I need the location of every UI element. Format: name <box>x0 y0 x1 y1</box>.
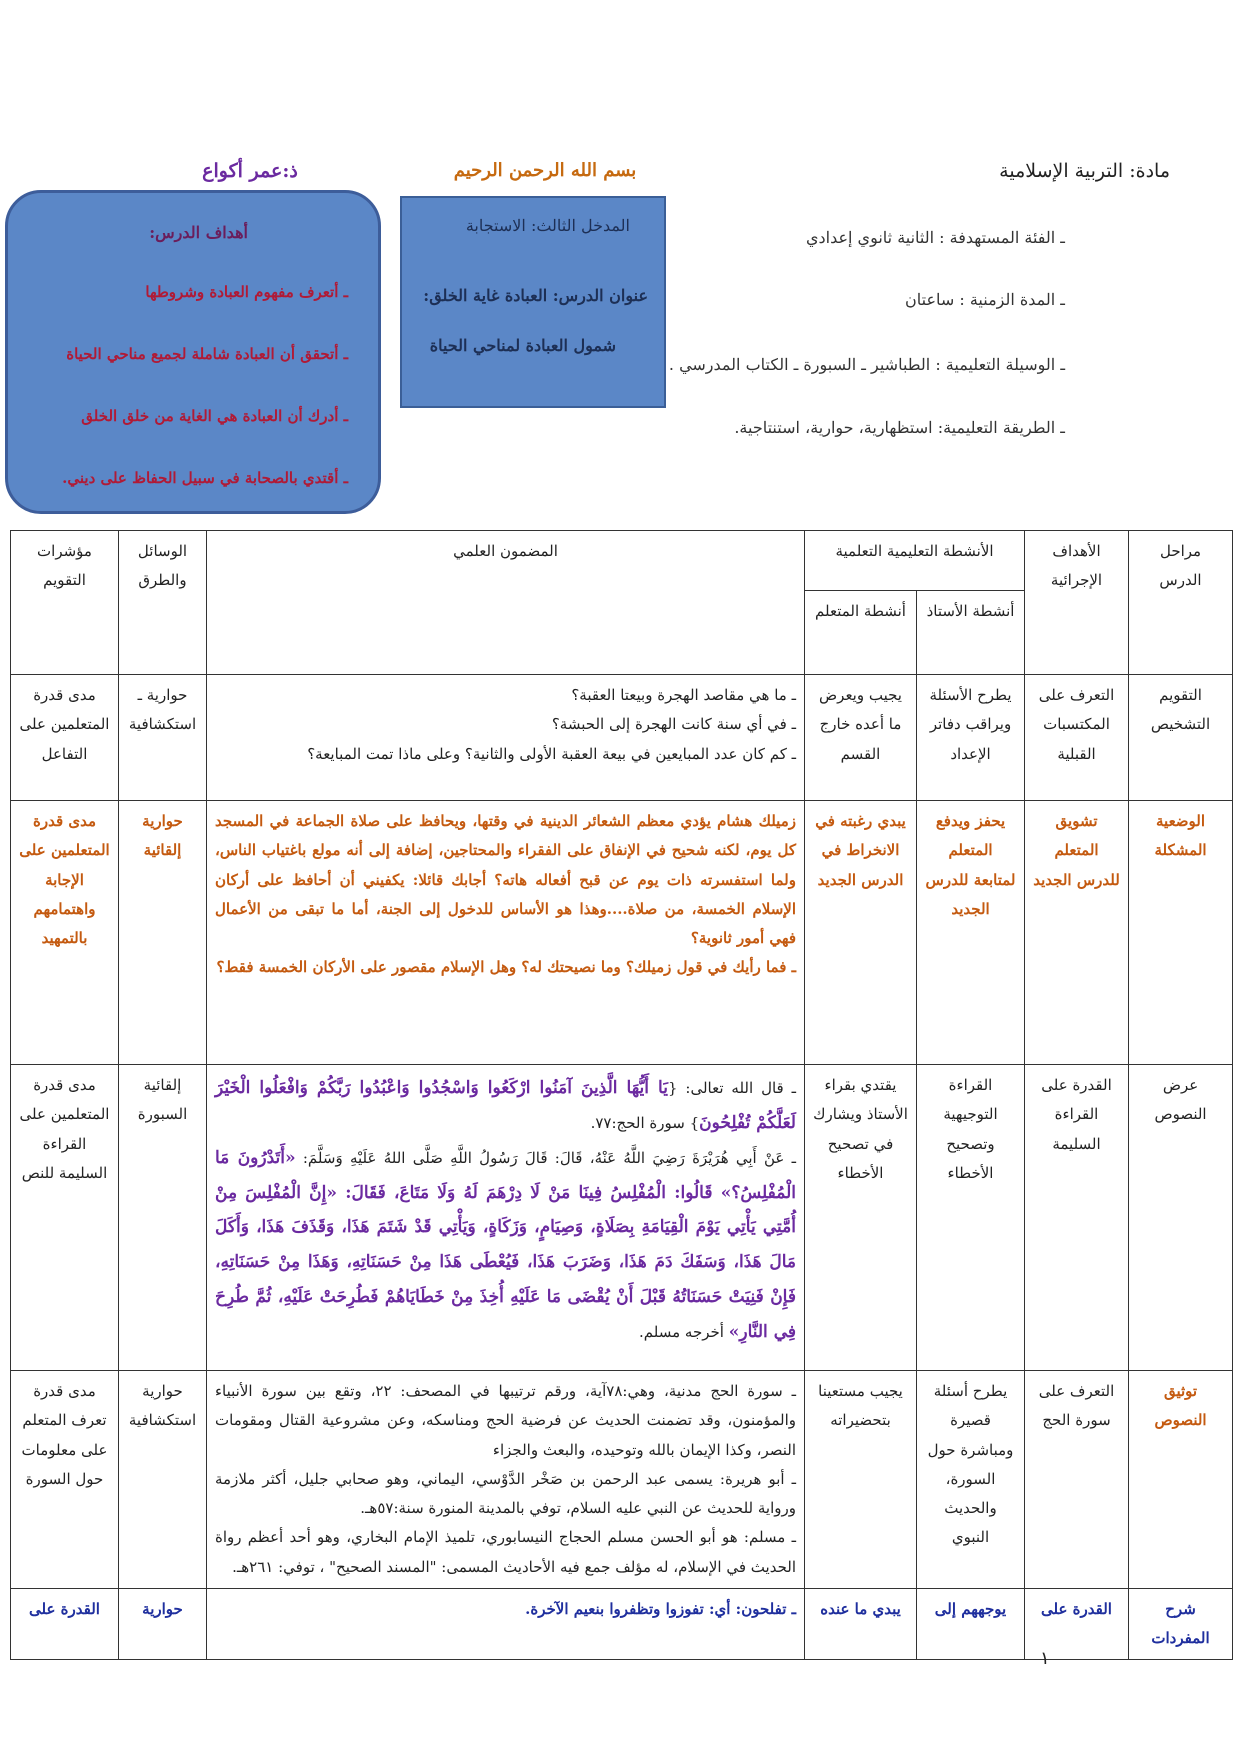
objective-cell: تشويق المتعلم للدرس الجديد <box>1025 801 1129 1065</box>
table-row <box>11 801 1233 1065</box>
quran-verse: ـ قال الله تعالى: {يَا أَيُّهَا الَّذِينَ آمَنُوا ارْكَعُوا وَاسْجُدُوا وَاعْبُدُوا رَبَّكُمْ وَافْعَلُوا الْخَيْرَ لَعَلَّكُمْ تُفْلِحُونَ} سورة الحج:٧٧. <box>215 1078 796 1133</box>
info-means: ـ الوسيلة التعليمية : الطباشير ـ السبورة ـ الكتاب المدرسي . <box>668 355 1065 374</box>
teacher-activity-cell: يطرح أسئلة قصيرة ومباشرة حول السورة، والحديث النبوي <box>917 1371 1025 1589</box>
hadith-text: ـ عَنْ أَبِي هُرَيْرَةَ رَضِيَ اللَّهُ عَنْهُ، قَالَ: قَالَ رَسُولُ اللَّهِ صَلَّى اللهُ عَلَيْهِ وَسَلَّمَ: «أَتَدْرُونَ مَا الْمُفْلِسُ؟» قَالُوا: الْمُفْلِسُ فِينَا مَنْ لَا دِرْهَمَ لَهُ وَلَا مَتَاعَ، فَقَالَ: «إِنَّ الْمُفْلِسَ مِنْ أُمَّتِي يَأْتِي يَوْمَ الْقِيَامَةِ بِصَلَاةٍ، وَصِيَامٍ، وَزَكَاةٍ، وَيَأْتِي قَدْ شَتَمَ هَذَا، وَقَذَفَ هَذَا، وَأَكَلَ مَالَ هَذَا، وَسَفَكَ دَمَ هَذَا، وَضَرَبَ هَذَا، فَيُعْطَى هَذَا مِنْ حَسَنَاتِهِ، وَهَذَا مِنْ حَسَنَاتِهِ، فَإِنْ فَنِيَتْ حَسَنَاتُهُ قَبْلَ أَنْ يُقْضَى مَا عَلَيْهِ أُخِذَ مِنْ خَطَايَاهُمْ فَطُرِحَتْ عَلَيْهِ، ثُمَّ طُرِحَ فِي النَّارِ» أخرجه مسلم. <box>215 1147 796 1342</box>
header-means: الوسائل والطرق <box>119 531 207 675</box>
basmala: بسم الله الرحمن الرحيم <box>453 160 637 181</box>
means-cell: حوارية إلقائية <box>119 801 207 1065</box>
learner-activity-cell: يقتدي بقراء الأستاذ ويشارك في تصحيح الأخطاء <box>805 1065 917 1371</box>
stage-cell: توثيق النصوص <box>1129 1371 1233 1589</box>
content-cell <box>207 801 805 1065</box>
teacher-name: ذ:عمر أكواع <box>202 160 298 182</box>
goal-item: ـ أتحقق أن العبادة شاملة لجميع مناحي الحياة <box>66 345 348 363</box>
stage-cell: شرح المفردات <box>1129 1588 1233 1660</box>
question-line: ـ ما هي مقاصد الهجرة وبيعتا العقبة؟ <box>571 686 796 704</box>
question-line: ـ كم كان عدد المبايعين في بيعة العقبة الأولى والثانية؟ وعلى ماذا تمت المبايعة؟ <box>307 744 796 763</box>
indicator-cell: مدى قدرة المتعلمين على القراءة السليمة للنص <box>11 1065 119 1371</box>
table-row <box>11 1065 1233 1371</box>
indicator-cell: مدى قدرة المتعلمين على التفاعل <box>11 675 119 801</box>
objective-cell: القدرة على <box>1025 1588 1129 1660</box>
header-objectives: الأهداف الإجرائية <box>1025 531 1129 675</box>
header-stages: مراحل الدرس <box>1129 531 1233 675</box>
learner-activity-cell: يجيب ويعرض ما أعده خارج القسم <box>805 675 917 801</box>
lesson-box <box>400 196 666 408</box>
stage-cell: عرض النصوص <box>1129 1065 1233 1371</box>
content-cell <box>207 675 805 801</box>
note-line: ـ سورة الحج مدنية، وهي:٧٨آية، ورقم ترتيبها في المصحف: ٢٢، وتقع بين سورة الأنبياء والمؤمنون، وقد تضمنت الحديث عن فرضية الحج ومناسكه، وعن مشروعية القتال ومقومات النصر، وكذا الإيمان بالله وتوحيده، والبعث والجزاء <box>215 1382 796 1459</box>
table-row <box>11 1371 1233 1589</box>
goal-item: ـ أتعرف مفهوم العبادة وشروطها <box>145 283 348 301</box>
info-target-group: ـ الفئة المستهدفة : الثانية ثانوي إعدادي <box>805 228 1065 247</box>
learner-activity-cell: يبدي رغبته في الانخراط في الدرس الجديد <box>805 801 917 1065</box>
lesson-plan-table <box>10 530 1233 1660</box>
learner-activity-cell: يبدي ما عنده <box>805 1588 917 1660</box>
indicator-cell: مدى قدرة تعرف المتعلم على معلومات حول السورة <box>11 1371 119 1589</box>
indicator-cell: القدرة على <box>11 1588 119 1660</box>
objective-cell: التعرف على سورة الحج <box>1025 1371 1129 1589</box>
question-line: ـ في أي سنة كانت الهجرة إلى الحبشة؟ <box>551 715 796 734</box>
lesson-entry: المدخل الثالث: الاستجابة <box>465 216 630 235</box>
teacher-activity-cell: يطرح الأسئلة ويراقب دفاتر الإعداد <box>917 675 1025 801</box>
header-teacher-activities: أنشطة الأستاذ <box>917 591 1025 675</box>
subject-title: مادة: التربية الإسلامية <box>999 160 1170 182</box>
objective-cell: التعرف على المكتسبات القبلية <box>1025 675 1129 801</box>
page-number: ١ <box>1040 1648 1050 1669</box>
table-row <box>11 675 1233 801</box>
info-duration: ـ المدة الزمنية : ساعتان <box>904 290 1065 309</box>
header-activities: الأنشطة التعليمية التعلمية <box>805 531 1025 591</box>
note-line: ـ أبو هريرة: يسمى عبد الرحمن بن صَخْر الدَّوْسي، اليماني، وهو صحابي جليل، أكثر ملازمة ورواية للحديث عن النبي عليه السلام، توفي بالمدينة المنورة سنة:٥٧هـ. <box>215 1469 796 1517</box>
means-cell: حوارية استكشافية <box>119 1371 207 1589</box>
means-cell: حوارية <box>119 1588 207 1660</box>
indicator-cell: مدى قدرة المتعلمين على الإجابة واهتمامهم بالتمهيد <box>11 801 119 1065</box>
goals-title: أهداف الدرس: <box>149 223 248 242</box>
lesson-subtitle: شمول العبادة لمناحي الحياة <box>429 336 616 355</box>
info-method: ـ الطريقة التعليمية: استظهارية، حوارية، استنتاجية. <box>734 418 1065 437</box>
teacher-activity-cell: يوجههم إلى <box>917 1588 1025 1660</box>
teacher-activity-cell: يحفز ويدفع المتعلم لمتابعة للدرس الجديد <box>917 801 1025 1065</box>
header-content: المضمون العلمي <box>207 531 805 675</box>
lesson-title: عنوان الدرس: العبادة غاية الخلق: <box>423 286 648 305</box>
objective-cell: القدرة على القراءة السليمة <box>1025 1065 1129 1371</box>
content-cell <box>207 1371 805 1589</box>
goal-item: ـ أدرك أن العبادة هي الغاية من خلق الخلق <box>81 407 348 425</box>
note-line: ـ مسلم: هو أبو الحسن مسلم الحجاج النيسابوري، تلميذ الإمام البخاري، وهو أحد أعظم رواة الحديث في الإسلام، له مؤلف جمع فيه الأحاديث المسمى: "المسند الصحيح" ، توفي: ٢٦١هـ. <box>215 1528 796 1576</box>
header-learner-activities: أنشطة المتعلم <box>805 591 917 675</box>
means-cell: إلقائية السبورة <box>119 1065 207 1371</box>
stage-cell: التقويم التشخيص <box>1129 675 1233 801</box>
goal-item: ـ أقتدي بالصحابة في سبيل الحفاظ على ديني. <box>62 469 348 487</box>
situation-text: زميلك هشام يؤدي معظم الشعائر الدينية في وقتها، ويحافظ على صلاة الجماعة في المسجد كل يوم، لكنه شحيح في الإنفاق على الفقراء والمحتاجين، إضافة إلى أنه مولع باغتياب الناس، ولما استفسرته ذات يوم عن قبح أفعاله هاته؟ أجابك قائلا: يكفيني أن أحافظ على أركان الإسلام الخمسة، من صلاة....وهذا هو الأساس للدخول إلى الجنة، أما ما تبقى من الأعمال فهي أمور ثانوية؟ <box>215 812 796 947</box>
learner-activity-cell: يجيب مستعينا بتحضيراته <box>805 1371 917 1589</box>
teacher-activity-cell: القراءة التوجيهية وتصحيح الأخطاء <box>917 1065 1025 1371</box>
content-cell: ـ تفلحون: أي: تفوزوا وتظفروا بنعيم الآخرة. <box>207 1588 805 1660</box>
stage-cell: الوضعية المشكلة <box>1129 801 1233 1065</box>
header-indicators: مؤشرات التقويم <box>11 531 119 675</box>
situation-question: ـ فما رأيك في قول زميلك؟ وما نصيحتك له؟ وهل الإسلام مقصور على الأركان الخمسة فقط؟ <box>216 958 796 977</box>
means-cell: حوارية ـ استكشافية <box>119 675 207 801</box>
goals-box <box>5 190 381 514</box>
content-cell <box>207 1065 805 1371</box>
